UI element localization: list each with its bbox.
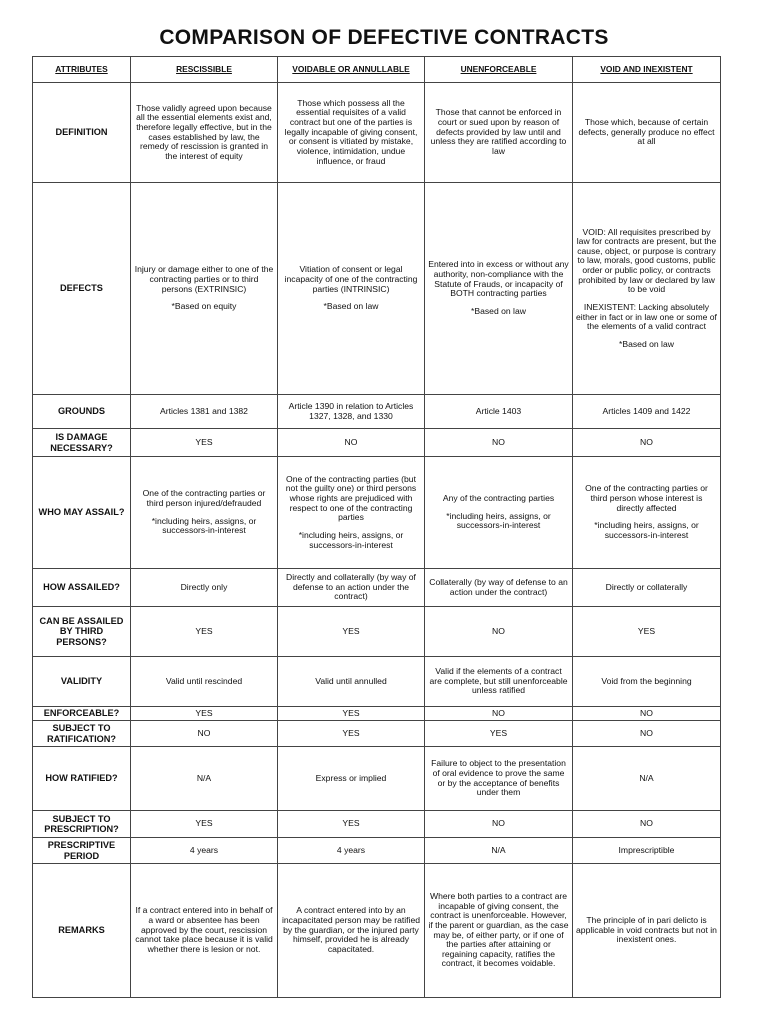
table-row <box>33 607 721 657</box>
cell-void <box>573 457 721 569</box>
cell-rescissible: YES <box>131 429 278 457</box>
cell-rescissible: 4 years <box>131 838 278 864</box>
header-unenforceable: UNENFORCEABLE <box>425 57 573 83</box>
cell-unenforceable: Article 1403 <box>425 395 573 429</box>
header-rescissible: RESCISSIBLE <box>131 57 278 83</box>
cell-voidable: NO <box>278 429 425 457</box>
row-label: CAN BE ASSAILED BY THIRD PERSONS? <box>33 607 131 657</box>
row-label: HOW RATIFIED? <box>33 747 131 811</box>
cell-voidable: YES <box>278 707 425 721</box>
cell-void: The principle of in pari delicto is applicable in void contracts but not in inexistent ones. <box>573 864 721 998</box>
cell-rescissible: Valid until rescinded <box>131 657 278 707</box>
cell-rescissible: YES <box>131 707 278 721</box>
cell-text: Any of the contracting parties <box>442 493 555 504</box>
row-label: GROUNDS <box>33 395 131 429</box>
cell-void: Imprescriptible <box>573 838 721 864</box>
cell-text-inexistent: INEXISTENT: Lacking absolutely either in fact or in law one or some of the elements of a valid contract <box>576 301 717 332</box>
cell-text: One of the contracting parties (but not the guilty one) or third persons whose rights are prejudiced with respect to one of the contracting parties <box>285 473 417 523</box>
cell-note: *including heirs, assigns, or successors-in-interest <box>151 515 257 536</box>
cell-voidable <box>278 457 425 569</box>
cell-void: Articles 1409 and 1422 <box>573 395 721 429</box>
table-row <box>33 395 721 429</box>
cell-voidable: YES <box>278 721 425 747</box>
cell-rescissible: N/A <box>131 747 278 811</box>
table-row <box>33 429 721 457</box>
cell-unenforceable: Those that cannot be enforced in court or sued upon by reason of defects provided by law until and unless they are ratified according to law <box>425 83 573 183</box>
cell-voidable: YES <box>278 607 425 657</box>
cell-rescissible: If a contract entered into in behalf of a ward or absentee has been approved by the court, rescission cannot take place because it is valid whether there is lesion or not. <box>131 864 278 998</box>
cell-text-void: VOID: All requisites prescribed by law for contracts are present, but the cause, object, or purpose is contrary to law, morals, good customs, public order or public policy, or contracts prohibited by law or declared by law to be void <box>576 226 717 295</box>
table-row <box>33 183 721 395</box>
cell-rescissible: YES <box>131 607 278 657</box>
row-label: REMARKS <box>33 864 131 998</box>
cell-voidable: Valid until annulled <box>278 657 425 707</box>
cell-rescissible: Those validly agreed upon because all the essential elements exist and, therefore legally effective, but in the cases established by law, the remedy of rescission is granted in the interest of equity <box>131 83 278 183</box>
cell-note: *Based on equity <box>171 301 237 312</box>
table-row <box>33 83 721 183</box>
row-label: IS DAMAGE NECESSARY? <box>33 429 131 457</box>
cell-void <box>573 183 721 395</box>
cell-void: NO <box>573 707 721 721</box>
cell-note: *including heirs, assigns, or successors-in-interest <box>594 520 699 540</box>
cell-rescissible: Directly only <box>131 569 278 607</box>
cell-void: Void from the beginning <box>573 657 721 707</box>
cell-unenforceable: NO <box>425 707 573 721</box>
comparison-table <box>32 56 721 998</box>
cell-note: *Based on law <box>619 338 674 349</box>
cell-text: Vitiation of consent or legal incapacity of one of the contracting parties (INTRINSIC) <box>284 264 418 294</box>
row-label: DEFECTS <box>33 183 131 395</box>
cell-unenforceable: NO <box>425 811 573 838</box>
cell-void: YES <box>573 607 721 657</box>
header-void: VOID AND INEXISTENT <box>573 57 721 83</box>
cell-void: NO <box>573 429 721 457</box>
cell-note: *including heirs, assigns, or successors-in-interest <box>298 529 404 550</box>
cell-void: Directly or collaterally <box>573 569 721 607</box>
cell-unenforceable: N/A <box>425 838 573 864</box>
table-row <box>33 457 721 569</box>
document-title: COMPARISON OF DEFECTIVE CONTRACTS <box>159 26 609 49</box>
cell-rescissible: NO <box>131 721 278 747</box>
table-row <box>33 811 721 838</box>
row-label: VALIDITY <box>33 657 131 707</box>
row-label: SUBJECT TO PRESCRIPTION? <box>33 811 131 838</box>
cell-voidable: A contract entered into by an incapacitated person may be ratified by the guardian, or the injured party himself, provided he is already capacitated. <box>278 864 425 998</box>
cell-unenforceable: Where both parties to a contract are incapable of giving consent, the contract is unenforceable. However, if the parent or guardian, as the case may be, of either party, or if one of the parties after attaining or regaining capacity, ratifies the contract, it becomes voidable. <box>425 864 573 998</box>
cell-voidable: 4 years <box>278 838 425 864</box>
row-label: HOW ASSAILED? <box>33 569 131 607</box>
cell-void: N/A <box>573 747 721 811</box>
cell-voidable <box>278 183 425 395</box>
cell-voidable: Those which possess all the essential requisites of a valid contract but one of the parties is legally incapable of giving consent, or consent is vitiated by mistake, violence, intimidation, undue influence, or fraud <box>278 83 425 183</box>
cell-text: One of the contracting parties or third person injured/defrauded <box>142 488 266 508</box>
cell-rescissible: Articles 1381 and 1382 <box>131 395 278 429</box>
header-attributes: ATTRIBUTES <box>33 57 131 83</box>
cell-void: NO <box>573 811 721 838</box>
table-row <box>33 707 721 721</box>
table-row <box>33 864 721 998</box>
cell-voidable: Article 1390 in relation to Articles 1327, 1328, and 1330 <box>278 395 425 429</box>
cell-voidable: YES <box>278 811 425 838</box>
cell-rescissible <box>131 457 278 569</box>
cell-unenforceable: NO <box>425 429 573 457</box>
cell-note: *including heirs, assigns, or successors-in-interest <box>446 510 551 531</box>
row-label: WHO MAY ASSAIL? <box>33 457 131 569</box>
cell-void: Those which, because of certain defects, generally produce no effect at all <box>573 83 721 183</box>
cell-rescissible <box>131 183 278 395</box>
header-row <box>33 57 721 83</box>
row-label: DEFINITION <box>33 83 131 183</box>
table-row <box>33 569 721 607</box>
cell-unenforceable <box>425 457 573 569</box>
row-label: ENFORCEABLE? <box>33 707 131 721</box>
cell-text: One of the contracting parties or third person whose interest is directly affected <box>585 483 708 513</box>
cell-unenforceable: Valid if the elements of a contract are complete, but still unenforceable unless ratified <box>425 657 573 707</box>
table-row <box>33 838 721 864</box>
cell-text: Entered into in excess or without any authority, non-compliance with the Statute of Frauds, or incapacity of BOTH contracting parties <box>428 259 569 299</box>
cell-unenforceable: YES <box>425 721 573 747</box>
cell-unenforceable <box>425 183 573 395</box>
cell-note: *Based on law <box>471 305 526 316</box>
row-label: SUBJECT TO RATIFICATION? <box>33 721 131 747</box>
header-voidable: VOIDABLE OR ANNULLABLE <box>278 57 425 83</box>
cell-text: Injury or damage either to one of the contracting parties or to third persons (EXTRINSIC) <box>134 264 274 294</box>
table-row <box>33 721 721 747</box>
cell-rescissible: YES <box>131 811 278 838</box>
cell-void: NO <box>573 721 721 747</box>
cell-unenforceable: Collaterally (by way of defense to an action under the contract) <box>425 569 573 607</box>
cell-note: *Based on law <box>323 301 379 312</box>
cell-voidable: Directly and collaterally (by way of defense to an action under the contract) <box>278 569 425 607</box>
cell-unenforceable: NO <box>425 607 573 657</box>
table-row <box>33 657 721 707</box>
cell-unenforceable: Failure to object to the presentation of oral evidence to prove the same or by the acceptance of benefits under them <box>425 747 573 811</box>
cell-voidable: Express or implied <box>278 747 425 811</box>
row-label: PRESCRIPTIVE PERIOD <box>33 838 131 864</box>
table-row <box>33 747 721 811</box>
